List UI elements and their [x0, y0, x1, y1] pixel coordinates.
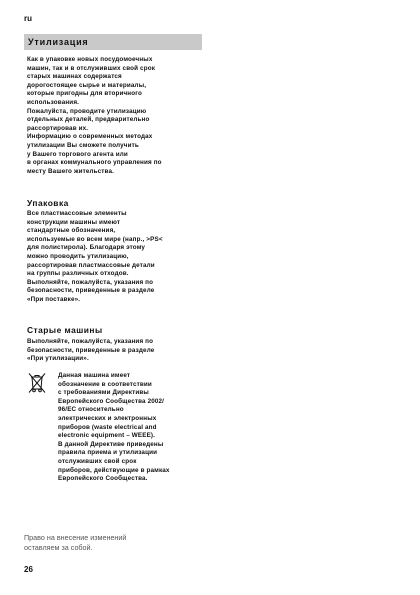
packaging-text: Все пластмассовые элементы конструкции машины имеют стандартные обозначения, используемые во всем мире (напр., >PS< для полистирола). Благодаря этому можно проводить утилизацию, рассортировав пластмассовые детали на группы различных отходов. Выполняйте, пожалуйста, указания по безопасности, приведенные в разделе «При поставке».: [27, 210, 163, 303]
old-machines-paragraph: [27, 338, 205, 364]
packaging-heading: Упаковка: [27, 198, 69, 208]
page-number: 26: [24, 565, 33, 574]
weee-paragraph: [58, 372, 208, 484]
language-marker: ru: [24, 14, 32, 23]
intro-text: Как в упаковке новых посудомоечных машин, так и в отслуживших свой срок старых машинах содержатся дорогостоящее сырье и материалы, которые пригодны для вторичного использования. Пожалуйста, проводите утилизацию отдельных деталей, предварительно рассортировав их. Информацию о современных методах утилизации Вы сможете получить у Вашего торгового агента или в органах коммунального управления по месту Вашего жительства.: [27, 56, 162, 175]
weee-text: Данная машина имеет обозначение в соответствии с требованиями Директивы Европейского Сообщества 2002/ 96/EC относительно электрических и электронных приборов (waste electrical and electronic equipment – WEEE). В данной Директиве приведены правила приема и утилизации отслуживших свой срок приборов, действующие в рамках Европейского Сообщества.: [58, 372, 170, 483]
intro-paragraph: [27, 56, 205, 176]
old-machines-text: Выполняйте, пожалуйста, указания по безопасности, приведенные в разделе «При утилизации».: [27, 338, 155, 363]
packaging-paragraph: [27, 210, 205, 305]
footer-note: Право на внесение изменений оставляем за собой.: [24, 533, 127, 552]
crossed-out-wheelie-bin-icon: [27, 372, 47, 394]
old-machines-heading: Старые машины: [27, 325, 103, 335]
section-title-banner: Утилизация: [24, 34, 202, 50]
